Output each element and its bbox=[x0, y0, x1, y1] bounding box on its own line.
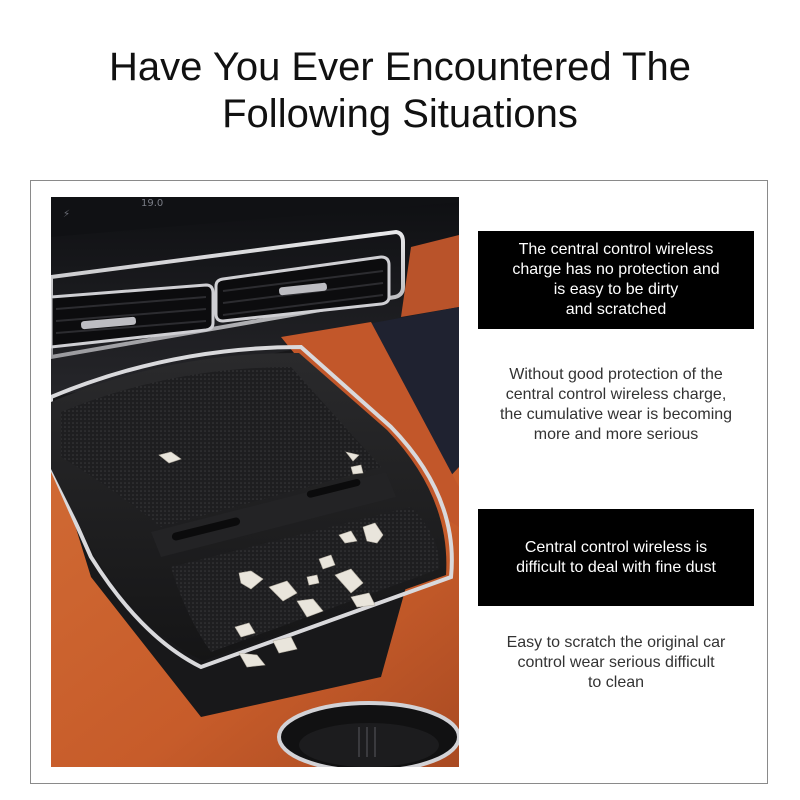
problem-2-line-3: the cumulative wear is becoming bbox=[499, 406, 733, 423]
problem-3-line-1: Central control wireless is bbox=[524, 538, 708, 556]
page-headline bbox=[0, 44, 800, 138]
screen-readout: 19.0 bbox=[141, 198, 164, 209]
problem-text-cumulative-wear bbox=[478, 365, 754, 445]
screen-lightning-icon: ⚡ bbox=[63, 209, 71, 220]
car-console-illustration bbox=[51, 197, 459, 767]
problem-2-line-2: central control wireless charge, bbox=[505, 386, 727, 403]
problem-box-fine-dust bbox=[478, 509, 754, 606]
problem-2-line-1: Without good protection of the bbox=[509, 366, 723, 383]
problem-1-line-2: charge has no protection and bbox=[512, 261, 720, 278]
problem-text-scratch bbox=[478, 633, 754, 693]
problem-1-line-4: and scratched bbox=[565, 301, 667, 318]
problem-box-unprotected-charger bbox=[478, 231, 754, 329]
headline-line-1: Have You Ever Encountered The bbox=[109, 45, 691, 89]
problem-4-line-1: Easy to scratch the original car bbox=[506, 634, 726, 651]
problem-4-line-3: to clean bbox=[587, 674, 645, 691]
problem-1-line-1: The central control wireless bbox=[518, 241, 714, 258]
problem-1-line-3: is easy to be dirty bbox=[553, 281, 679, 298]
problem-4-line-2: control wear serious difficult bbox=[517, 654, 715, 671]
problem-2-line-4: more and more serious bbox=[533, 426, 699, 443]
headline-line-2: Following Situations bbox=[222, 92, 578, 136]
problem-3-line-2: difficult to deal with fine dust bbox=[516, 558, 716, 576]
car-console-photo bbox=[51, 197, 459, 767]
